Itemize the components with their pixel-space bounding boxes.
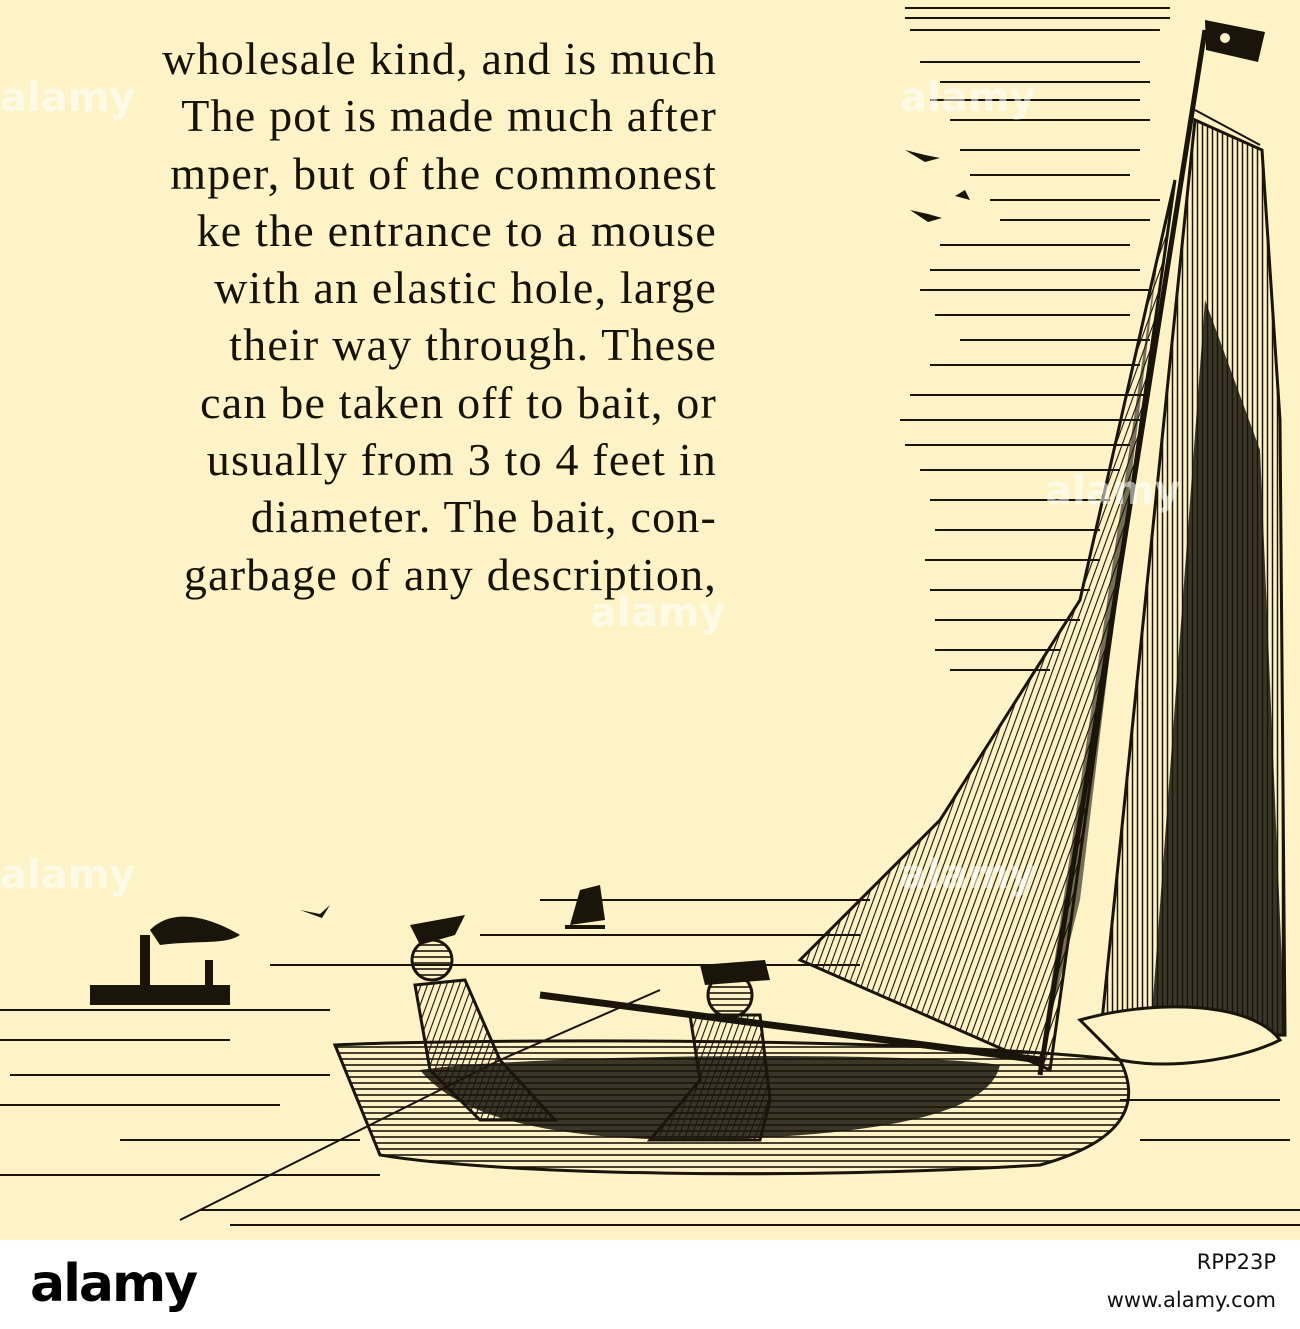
alamy-logo[interactable]: alamy: [30, 1254, 197, 1314]
watermark-text: alamy: [590, 590, 726, 636]
main-sail: [800, 120, 1285, 1070]
text-line: usually from 3 to 4 feet in: [206, 434, 717, 486]
watermark-text: alamy: [900, 75, 1036, 121]
text-line: diameter. The bait, con-: [250, 491, 717, 543]
steamboat: [90, 917, 240, 1005]
distant-sailboat: [565, 885, 605, 929]
watermark-text: alamy: [1045, 468, 1181, 514]
image-id: RPP23P: [1196, 1250, 1276, 1274]
stock-footer: [0, 1240, 1300, 1329]
text-line: mper, but of the commonest: [170, 147, 717, 199]
text-line: wholesale kind, and is much: [162, 33, 717, 84]
text-line: ke the entrance to a mouse: [196, 204, 717, 256]
text-line: can be taken off to bait, or: [200, 376, 717, 428]
watermark-text: alamy: [0, 852, 136, 898]
watermark-text: alamy: [900, 852, 1036, 898]
sky-hatching: [900, 8, 1170, 670]
watermark-text: alamy: [0, 75, 136, 121]
text-line: garbage of any description,: [183, 548, 717, 600]
pennant-flag-icon: [1205, 20, 1265, 62]
text-line: their way through. These: [229, 319, 717, 371]
text-line: The pot is made much after: [181, 90, 717, 142]
text-line: with an elastic hole, large: [214, 262, 717, 314]
site-url-link[interactable]: www.alamy.com: [1106, 1288, 1276, 1312]
birds: [300, 150, 970, 918]
